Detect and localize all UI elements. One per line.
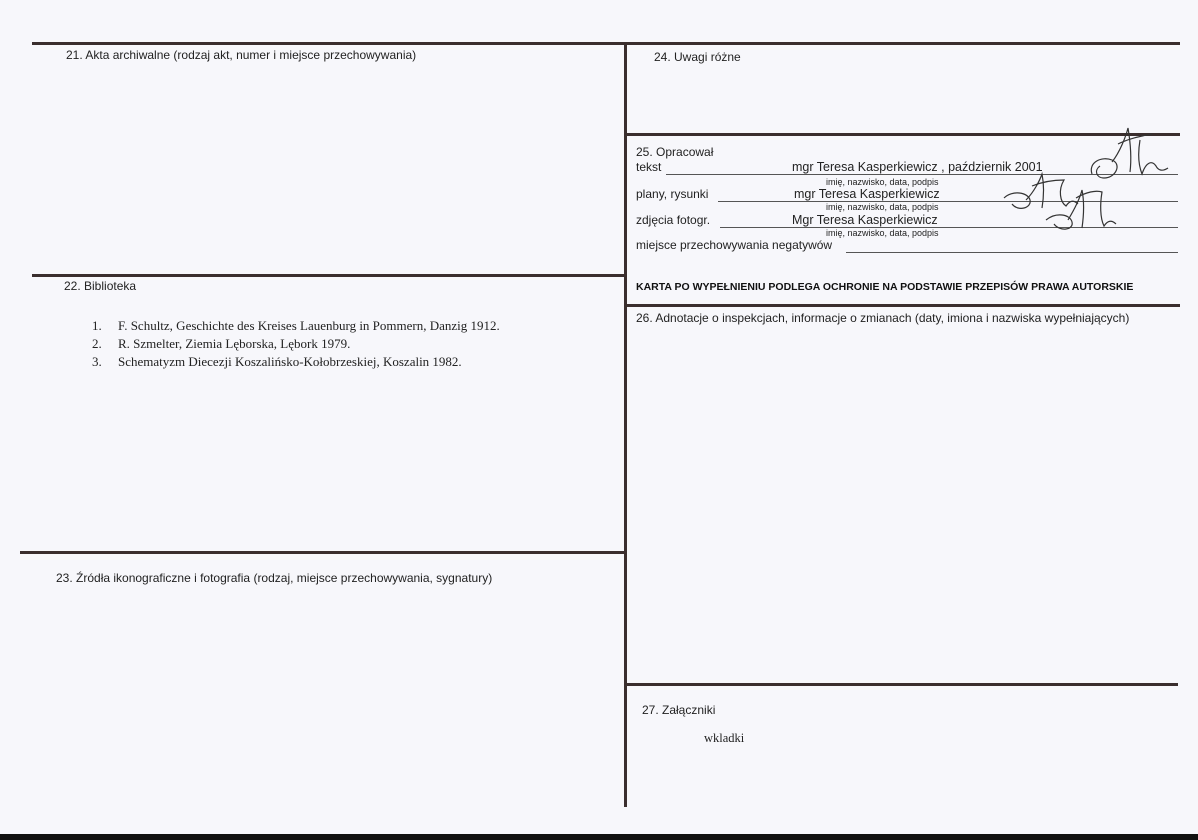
plany-label: plany, rysunki [636, 187, 709, 201]
section-22-title: 22. Biblioteka [64, 279, 137, 293]
tekst-label: tekst [636, 160, 662, 174]
section-23-title: 23. Źródła ikonograficzne i fotografia (rodzaj, miejsce przechowywania, sygnatury) [56, 571, 493, 585]
signature-1 [1082, 122, 1178, 186]
scan-edge [0, 834, 1198, 840]
rule-21-22 [32, 274, 626, 277]
bibliography-list [92, 318, 500, 372]
section-26-title: 26. Adnotacje o inspekcjach, informacje o zmianach (daty, imiona i nazwiska wypełniających) [636, 311, 1130, 325]
attachments-value: wkladki [704, 731, 745, 745]
zdjecia-value: Mgr Teresa Kasperkiewicz [792, 213, 938, 227]
list-item: 1. F. Schultz, Geschichte des Kreises Lauenburg in Pommern, Danzig 1912. [92, 318, 500, 333]
plany-value: mgr Teresa Kasperkiewicz [794, 187, 940, 201]
rule-22-23 [20, 551, 626, 554]
copyright-notice: KARTA PO WYPEŁNIENIU PODLEGA OCHRONIE NA PODSTAWIE PRZEPISÓW PRAWA AUTORSKIE [636, 281, 1134, 293]
rule-notice-26 [626, 304, 1180, 307]
tekst-value: mgr Teresa Kasperkiewicz , październik 2001 [792, 160, 1043, 174]
negatywy-line [846, 252, 1178, 253]
section-24-title: 24. Uwagi różne [654, 50, 741, 64]
list-item: 3. Schematyzm Diecezji Koszalińsko-Kołobrzeskiej, Koszalin 1982. [92, 354, 462, 369]
signature-3 [1040, 184, 1120, 236]
zdjecia-caption: imię, nazwisko, data, podpis [826, 228, 939, 238]
section-27-title: 27. Załączniki [642, 703, 716, 717]
section-25-title: 25. Opracował [636, 145, 714, 159]
center-vertical-rule [624, 42, 627, 807]
rule-26-27 [626, 683, 1178, 686]
tekst-caption: imię, nazwisko, data, podpis [826, 177, 939, 187]
zdjecia-label: zdjęcia fotogr. [636, 213, 711, 227]
top-rule [32, 42, 1180, 45]
negatywy-label: miejsce przechowywania negatywów [636, 238, 833, 252]
plany-caption: imię, nazwisko, data, podpis [826, 202, 939, 212]
section-21-title: 21. Akta archiwalne (rodzaj akt, numer i miejsce przechowywania) [66, 48, 417, 62]
list-item: 2. R. Szmelter, Ziemia Lęborska, Lębork 1979. [92, 336, 351, 351]
